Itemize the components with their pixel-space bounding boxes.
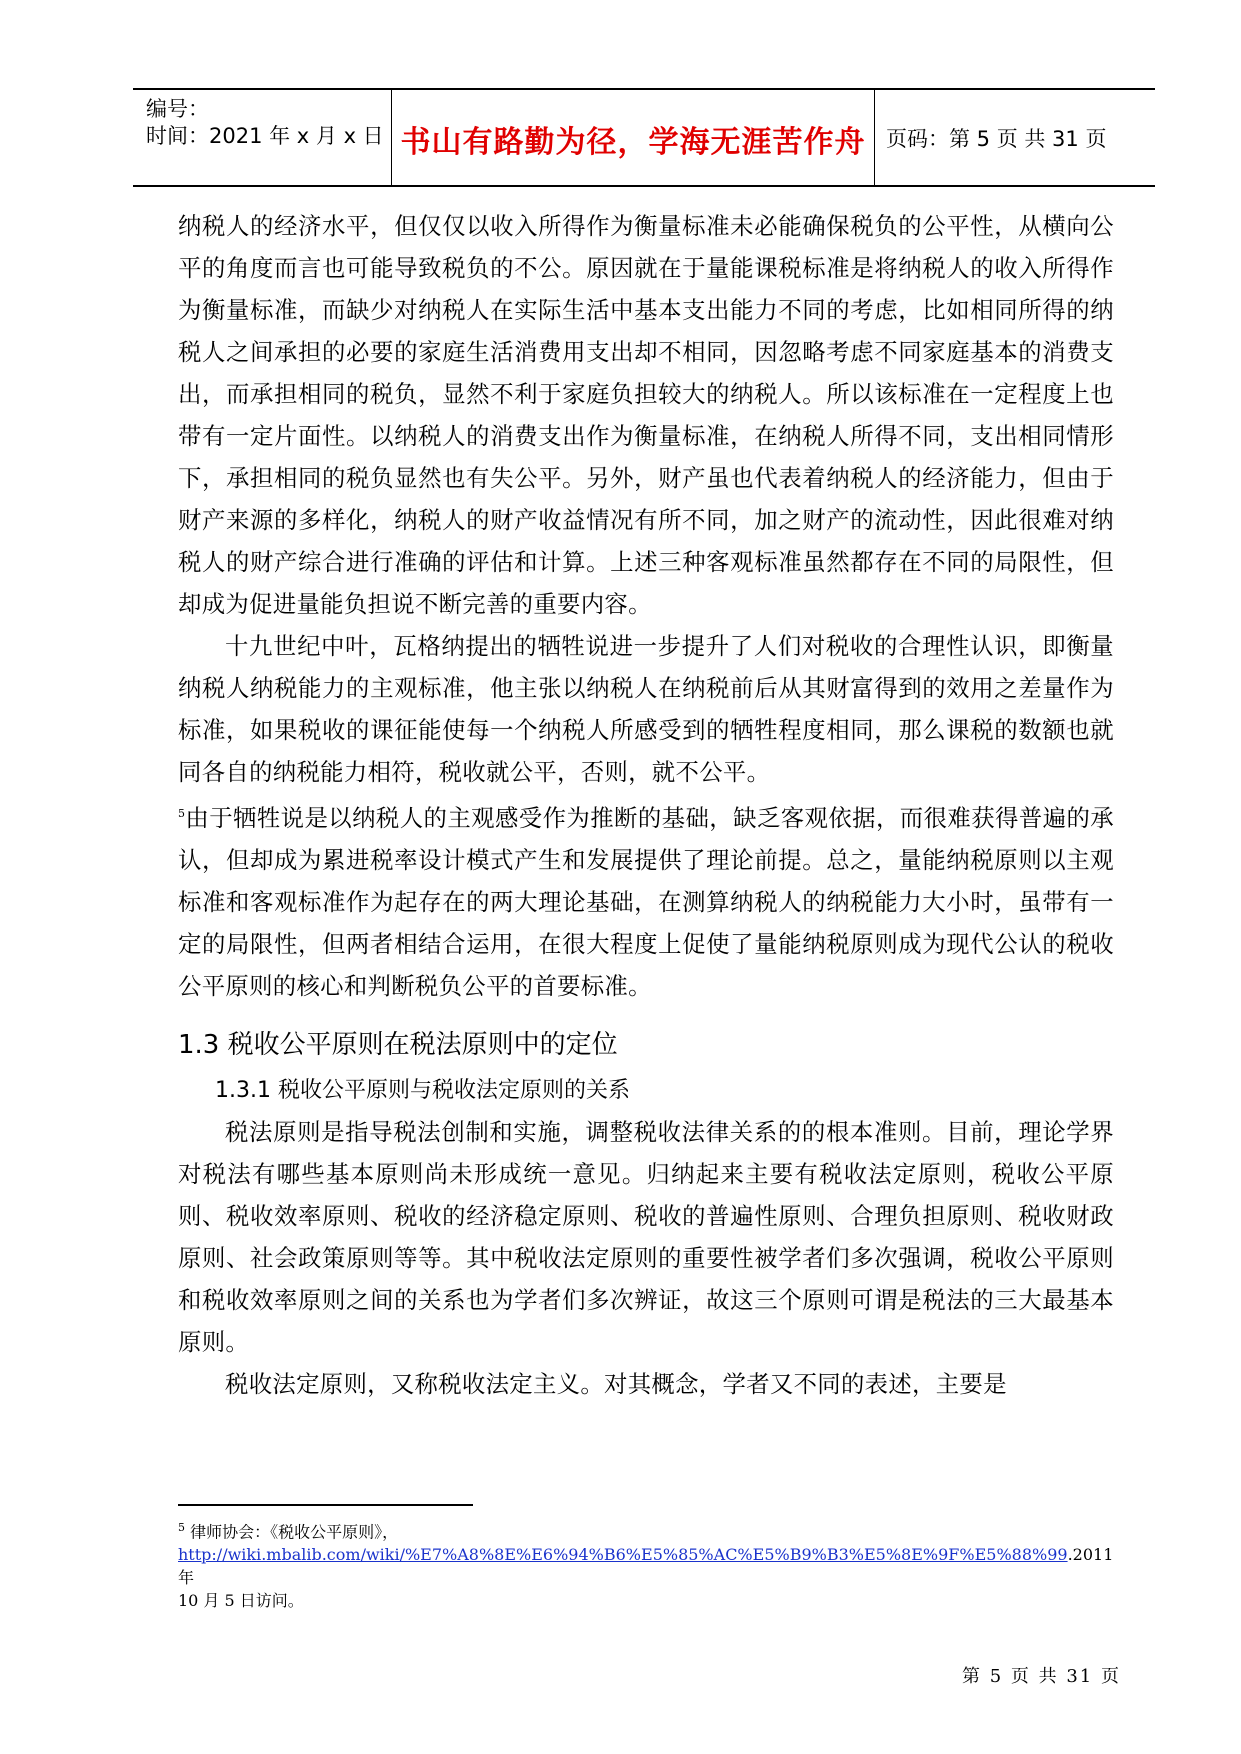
document-number-label: 编号： xyxy=(146,97,209,121)
section-heading: 1.3 税收公平原则在税法原则中的定位 xyxy=(178,1029,618,1060)
footnote-text: 律师协会：《税收公平原则》， xyxy=(185,1522,399,1542)
header-meta-cell xyxy=(133,90,391,185)
paragraph: 纳税人的经济水平，但仅仅以收入所得作为衡量标准未必能确保税负的公平性，从横向公平的角度而言也可能导致税负的不公。原因就在于量能课税标准是将纳税人的收入所得作为衡量标准，而缺少对纳税人在实际生活中基本支出能力不同的考虑，比如相同所得的纳税人之间承担的必要的家庭生活消费用支出却不相同，因忽略考虑不同家庭基本的消费支出，而承担相同的税负，显然不利于家庭负担较大的纳税人。所以该标准在一定程度上也带有一定片面性。以纳税人的消费支出作为衡量标准，在纳税人所得不同，支出相同情形下，承担相同的税负显然也有失公平。另外，财产虽也代表着纳税人的经济能力，但由于财产来源的多样化，纳税人的财产收益情况有所不同，加之财产的流动性，因此很难对纳税人的财产综合进行准确的评估和计算。上述三种客观标准虽然都存在不同的局限性，但却成为促进量能负担说不断完善的重要内容。 xyxy=(178,212,1114,618)
header-page-cell xyxy=(873,90,1155,185)
footnote-separator xyxy=(178,1504,473,1506)
header-motto: 书山有路勤为径，学海无涯苦作舟 xyxy=(400,125,866,160)
subsection-heading: 1.3.1 税收公平原则与税收法定原则的关系 xyxy=(215,1077,630,1103)
paragraph-text: 由于牺牲说是以纳税人的主观感受作为推断的基础，缺乏客观依据，而很难获得普遍的承认，但却成为累进税率设计模式产生和发展提供了理论前提。总之，量能纳税原则以主观标准和客观标准作为起存在的两大理论基础，在测算纳税人的纳税能力大小时，虽带有一定的局限性，但两者相结合运用，在很大程度上促使了量能纳税原则成为现代公认的税收公平原则的核心和判断税负公平的首要标准。 xyxy=(178,803,1114,1000)
paragraph xyxy=(178,625,1114,1007)
document-body xyxy=(178,205,1114,1405)
footnote-access-date: 10 月 5 日访问。 xyxy=(178,1591,304,1611)
header-page-number: 页码：第 5 页 共 31 页 xyxy=(886,127,1107,151)
footnote-date: .2011 年 xyxy=(178,1545,1114,1588)
page-header xyxy=(133,88,1155,187)
footnote-link[interactable]: http://wiki.mbalib.com/wiki/%E7%A8%8E%E6%94%B6%E5%85%AC%E5%B9%B3%E5%8E%9F%E5%88%99 xyxy=(178,1545,1068,1565)
footnote-mark: 5 xyxy=(178,1521,185,1534)
paragraph: 税收法定原则，又称税收法定主义。对其概念，学者又不同的表述，主要是 xyxy=(225,1369,1007,1398)
footnote xyxy=(178,1516,1118,1612)
footer-page-number: 第 5 页 共 31 页 xyxy=(962,1666,1121,1687)
footnote-reference[interactable]: 5 xyxy=(178,807,186,820)
paragraph: 税法原则是指导税法创制和实施，调整税收法律关系的的根本准则。目前，理论学界对税法有哪些基本原则尚未形成统一意见。归纳起来主要有税收法定原则，税收公平原则、税收效率原则、税收的经济稳定原则、税收的普遍性原则、合理负担原则、税收财政原则、社会政策原则等等。其中税收法定原则的重要性被学者们多次强调，税收公平原则和税收效率原则之间的关系也为学者们多次辨证，故这三个原则可谓是税法的三大最基本原则。 xyxy=(178,1117,1114,1356)
paragraph-text: 十九世纪中叶，瓦格纳提出的牺牲说进一步提升了人们对税收的合理性认识，即衡量纳税人纳税能力的主观标准，他主张以纳税人在纳税前后从其财富得到的效用之差量作为标准，如果税收的课征能使每一个纳税人所感受到的牺牲程度相同，那么课税的数额也就同各自的纳税能力相符，税收就公平，否则，就不公平。 xyxy=(178,632,1114,786)
header-motto-cell xyxy=(391,90,875,185)
document-time-label: 时间：2021 年 x 月 x 日 xyxy=(146,124,384,148)
